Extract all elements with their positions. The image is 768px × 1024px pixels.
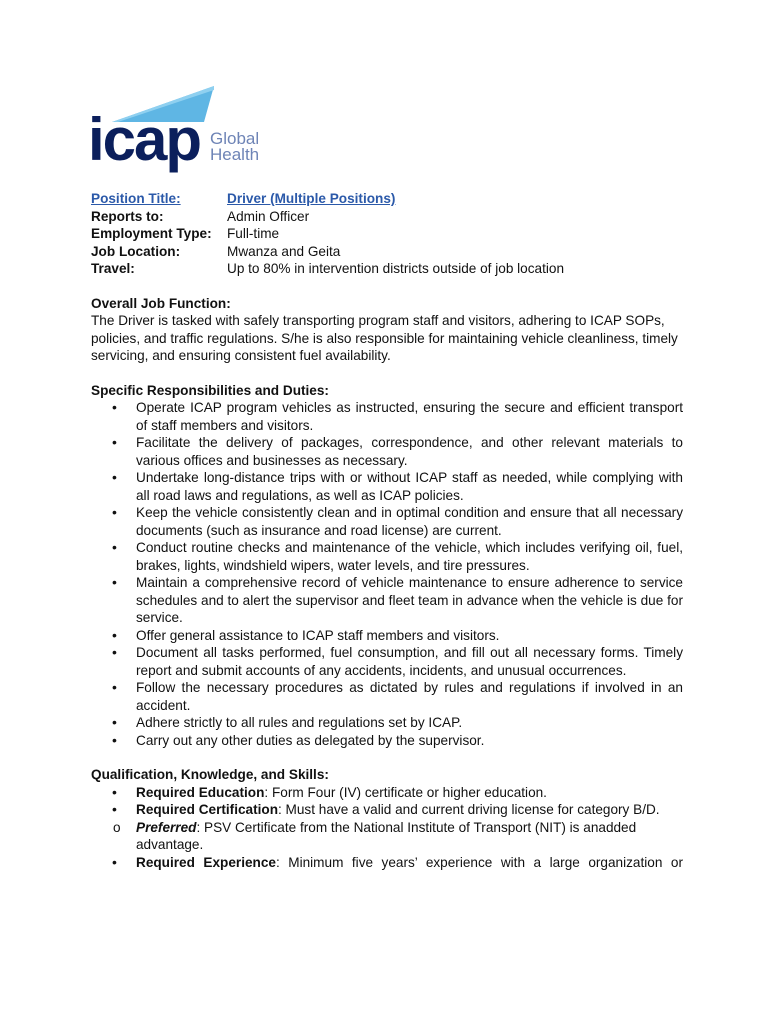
position-title-label: Position Title: bbox=[91, 191, 181, 206]
education-label: Required Education bbox=[136, 784, 265, 800]
row-employment-type bbox=[91, 225, 564, 243]
list-item-certification bbox=[136, 801, 683, 819]
travel-label: Travel: bbox=[91, 261, 135, 276]
reports-to-value: Admin Officer bbox=[227, 208, 310, 224]
experience-label: Required Experience bbox=[136, 854, 276, 870]
preferred-sub-item bbox=[91, 819, 683, 854]
list-item: • Offer general assistance to ICAP staff members and visitors. bbox=[136, 627, 683, 645]
row-position-title bbox=[91, 190, 564, 208]
list-item-education bbox=[136, 784, 683, 802]
duties-heading: Specific Responsibilities and Duties: bbox=[91, 382, 329, 398]
preferred-text: : PSV Certificate from the National Institute of Transport (NIT) is anadded advantage. bbox=[136, 819, 637, 852]
list-item: • Carry out any other duties as delegated by the supervisor. bbox=[136, 732, 683, 750]
list-item: • Conduct routine checks and maintenance of the vehicle, which includes verifying oil, fuel, brakes, lights, windshield wipers, water levels, and tire pressures. bbox=[136, 539, 683, 574]
qualifications-heading: Qualification, Knowledge, and Skills: bbox=[91, 767, 329, 782]
duties-list bbox=[91, 399, 683, 749]
list-item: • Follow the necessary procedures as dictated by rules and regulations if involved in an accident. bbox=[136, 679, 683, 714]
list-item: • Undertake long-distance trips with or without ICAP staff as needed, while complying with all road laws and regulations, as well as ICAP policies. bbox=[136, 469, 683, 504]
list-item: • Maintain a comprehensive record of vehicle maintenance to ensure adherence to service schedules and to alert the supervisor and fleet team in advance when the vehicle is due for service. bbox=[136, 574, 683, 627]
logo-wordmark: icap bbox=[88, 106, 201, 173]
icap-logo bbox=[88, 84, 288, 176]
reports-to-label: Reports to: bbox=[91, 208, 164, 224]
certification-label: Required Certification bbox=[136, 802, 278, 817]
experience-text: : Minimum five years’ experience with a large organization or bbox=[275, 854, 683, 870]
overall-text: The Driver is tasked with safely transporting program staff and visitors, adhering to ICAP SOPs, policies, and traffic regulations. S/he is also responsible for maintaining vehicle cleanliness, timely servicing, and ensuring consistent fuel availability. bbox=[91, 313, 678, 363]
list-item: • Keep the vehicle consistently clean and in optimal condition and ensure that all necessary documents (such as insurance and road license) are current. bbox=[136, 504, 683, 539]
preferred-label: Preferred bbox=[136, 819, 197, 835]
logo-subtitle-line2: Health bbox=[210, 145, 260, 164]
position-title-value: Driver (Multiple Positions) bbox=[227, 191, 396, 206]
list-item-experience bbox=[136, 854, 683, 872]
position-details bbox=[91, 190, 564, 278]
certification-text: : Must have a valid and current driving license for category B/D. bbox=[278, 802, 660, 817]
list-item: • Facilitate the delivery of packages, correspondence, and other relevant materials to various offices and businesses as necessary. bbox=[136, 434, 683, 469]
job-description bbox=[91, 190, 683, 871]
logo-subtitle-line1: Global bbox=[210, 129, 260, 148]
qualifications-list bbox=[91, 784, 683, 819]
row-reports-to bbox=[91, 208, 564, 226]
sub-bullet: o bbox=[113, 819, 121, 835]
education-text: : Form Four (IV) certificate or higher education. bbox=[264, 784, 547, 800]
overall-heading: Overall Job Function: bbox=[91, 295, 231, 311]
list-item: • Adhere strictly to all rules and regulations set by ICAP. bbox=[136, 714, 683, 732]
job-location-label: Job Location: bbox=[91, 243, 181, 259]
qualifications-list-continued bbox=[91, 854, 683, 872]
list-item: • Document all tasks performed, fuel consumption, and fill out all necessary forms. Timely report and submit accounts of any accidents, incidents, and unusual occurrences. bbox=[136, 644, 683, 679]
logo-subtitle bbox=[210, 131, 259, 163]
travel-value: Up to 80% in intervention districts outside of job location bbox=[227, 261, 565, 276]
employment-type-label: Employment Type: bbox=[91, 226, 212, 241]
employment-type-value: Full-time bbox=[227, 226, 280, 241]
row-travel bbox=[91, 260, 564, 278]
job-location-value: Mwanza and Geita bbox=[227, 243, 341, 259]
list-item: • Operate ICAP program vehicles as instructed, ensuring the secure and efficient transport of staff members and visitors. bbox=[136, 399, 683, 434]
row-job-location bbox=[91, 243, 564, 261]
